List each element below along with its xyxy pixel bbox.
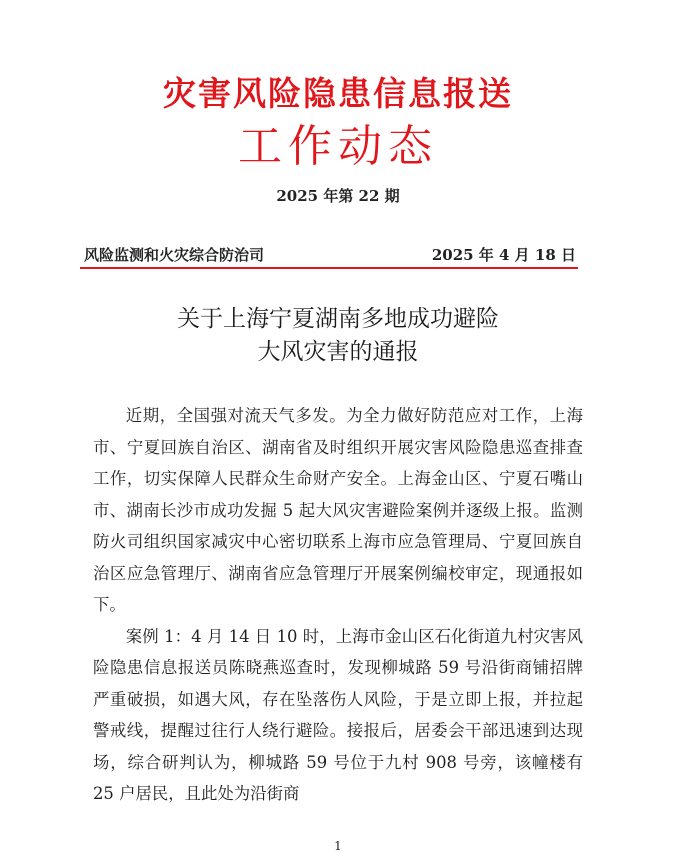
- publication-subtitle: 工作动态: [238, 121, 438, 172]
- issuing-organization: 风险监测和火灾综合防治司: [84, 246, 265, 264]
- document-title: [0, 303, 676, 369]
- document-title-line-2: 大风灾害的通报: [257, 339, 419, 365]
- document-body: [93, 400, 583, 810]
- issue-number: 2025 年第 22 期: [276, 187, 400, 205]
- page-number: 1: [334, 839, 342, 853]
- document-title-line-1: 关于上海宁夏湖南多地成功避险: [177, 306, 499, 332]
- issue-date: 2025 年 4 月 18 日: [431, 246, 576, 264]
- masthead-row: [84, 244, 576, 266]
- paragraph-intro: 近期，全国强对流天气多发。为全力做好防范应对工作，上海市、宁夏回族自治区、湖南省及时组织开展灾害风险隐患巡查排查工作，切实保障人民群众生命财产安全。上海金山区、宁夏石嘴山市、湖南长沙市成功发掘 5 起大风灾害避险案例并逐级上报。监测防火司组织国家减灾中心密切联系上海市应急管理局、宁夏回族自治区应急管理厅、湖南省应急管理厅开展案例编校审定，现通报如下。: [93, 406, 583, 614]
- paragraph-case-1: 案例 1：4 月 14 日 10 时，上海市金山区石化街道九村灾害风险隐患信息报送员陈晓燕巡查时，发现柳城路 59 号沿街商铺招牌严重破损，如遇大风，存在坠落伤人风险，于是立即上报，并拉起警戒线，提醒过往行人绕行避险。接报后，居委会干部迅速到达现场，综合研判认为，柳城路 59 号位于九村 908 号旁，该幢楼有 25 户居民，且此处为沿街商: [93, 626, 583, 803]
- red-divider: [80, 267, 578, 269]
- publication-title: 灾害风险隐患信息报送: [163, 74, 513, 113]
